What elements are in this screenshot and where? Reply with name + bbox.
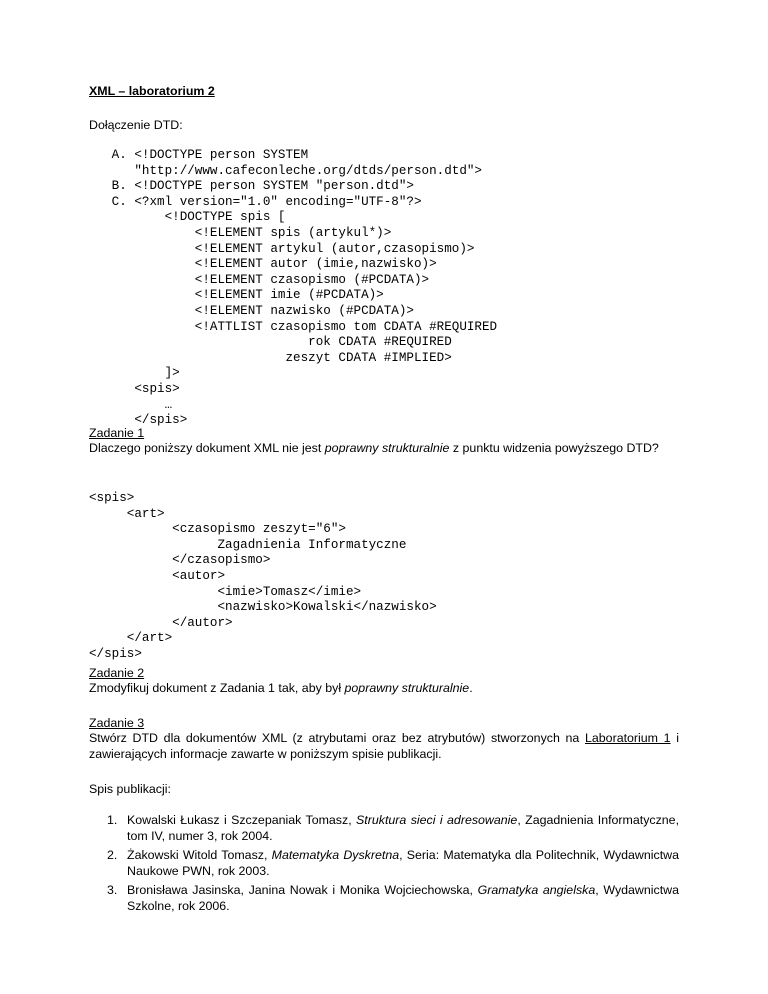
task2-text: Zmodyfikuj dokument z Zadania 1 tak, aby był poprawny strukturalnie. [89, 681, 473, 695]
task3-text: Stwórz DTD dla dokumentów XML (z atrybutami oraz bez atrybutów) stworzonych na Laboratorium 1 i zawierających informacje zawarte w poniższym spisie publikacji. [89, 731, 680, 761]
dtd-heading: Dołączenie DTD: [89, 118, 183, 132]
publications-list [89, 812, 679, 914]
publication-item: 3. Bronisława Jasinska, Janina Nowak i Monika Wojciechowska, Gramatyka angielska, Wydawnictwa Szkolne, rok 2006. [107, 883, 679, 913]
document-title: XML – laboratorium 2 [89, 84, 215, 98]
task1-text: Dlaczego poniższy dokument XML nie jest poprawny strukturalnie z punktu widzenia powyższego DTD? [89, 441, 659, 455]
publication-item: 1. Kowalski Łukasz i Szczepaniak Tomasz, Struktura sieci i adresowanie, Zagadnienia Informatyczne, tom IV, numer 3, rok 2004. [107, 813, 680, 843]
task1-code-block: <spis> <art> <czasopismo zeszyt="6"> Zagadnienia Informatyczne </czasopismo> <autor> <imie>Tomasz</imie> <nazwisko>Kowalski</nazwisko> </autor> </art> </spis> [89, 491, 437, 661]
task1-section [89, 426, 679, 456]
dtd-code-block: A. <!DOCTYPE person SYSTEM "http://www.cafeconleche.org/dtds/person.dtd"> B. <!DOCTYPE person SYSTEM "person.dtd"> C. <?xml version="1.0" encoding="UTF-8"?> <!DOCTYPE spis [ <!ELEMENT spis (artykul*)> <!ELEMENT artykul (autor,czasopismo)> <!ELEMENT autor (imie,nazwisko)> <!ELEMENT czasopismo (#PCDATA)> <!ELEMENT imie (#PCDATA)> <!ELEMENT nazwisko (#PCDATA)> <!ATTLIST czasopismo tom CDATA #REQUIRED rok CDATA #REQUIRED zeszyt CDATA #IMPLIED> ]> <spis> … </spis> [111, 148, 498, 428]
task2-section [89, 666, 679, 696]
task3-section [89, 716, 679, 762]
task1-heading: Zadanie 1 [89, 426, 145, 440]
task2-heading: Zadanie 2 [89, 666, 145, 680]
task3-heading: Zadanie 3 [89, 716, 145, 730]
publications-heading: Spis publikacji: [89, 782, 171, 796]
laboratorium-1-link[interactable]: Laboratorium 1 [585, 731, 671, 745]
publication-item: 2. Żakowski Witold Tomasz, Matematyka Dyskretna, Seria: Matematyka dla Politechnik, Wydawnictwa Naukowe PWN, rok 2003. [107, 848, 680, 878]
publications-list-container [89, 812, 679, 917]
